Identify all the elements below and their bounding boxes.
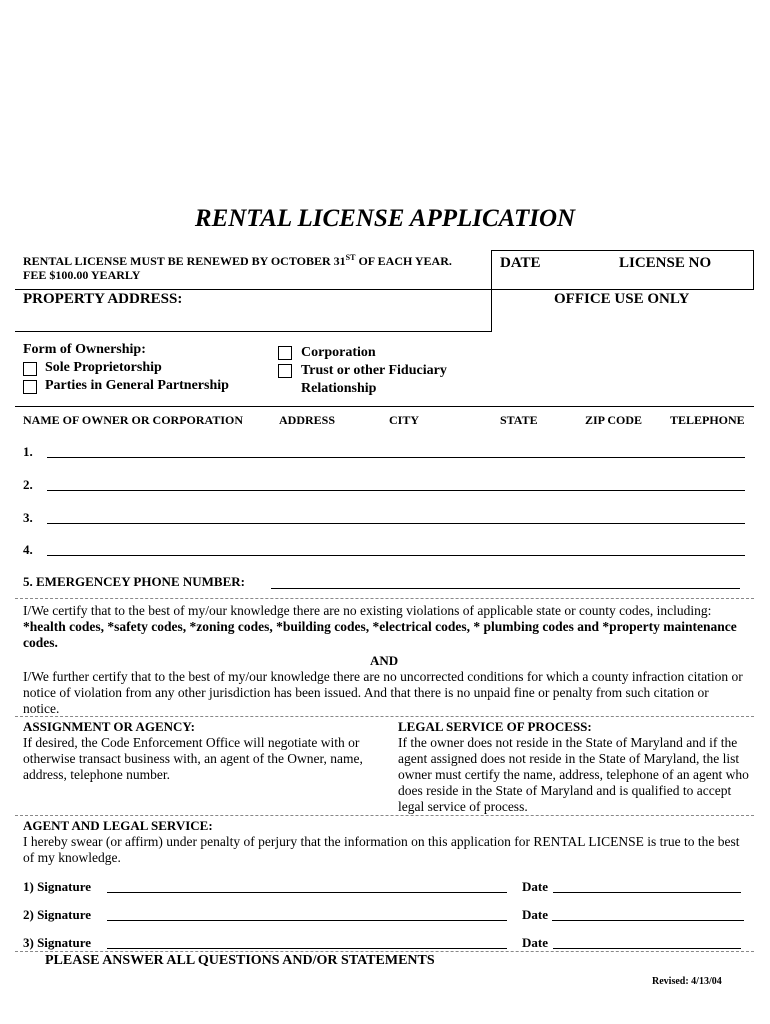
legal-heading: LEGAL SERVICE OF PROCESS: bbox=[398, 719, 592, 734]
general-partnership-checkbox[interactable] bbox=[23, 380, 37, 394]
signature-1-date-label: Date bbox=[522, 879, 548, 894]
signature-2-date-line[interactable] bbox=[552, 920, 744, 921]
signature-2-line[interactable] bbox=[107, 920, 507, 921]
row-3-number: 3. bbox=[23, 510, 33, 525]
trust-checkbox[interactable] bbox=[278, 364, 292, 378]
assignment-text: If desired, the Code Enforcement Office will negotiate with or otherwise transact business with, an agent of the Owner, name, address, telephone number. bbox=[23, 735, 363, 782]
sole-proprietorship-checkbox[interactable] bbox=[23, 362, 37, 376]
col-address: ADDRESS bbox=[279, 413, 336, 427]
signature-1-date-line[interactable] bbox=[553, 892, 741, 893]
page-title: RENTAL LICENSE APPLICATION bbox=[194, 205, 576, 232]
certify-top-rule bbox=[15, 598, 754, 599]
property-top-rule bbox=[15, 289, 754, 290]
fee-text: FEE $100.00 YEARLY bbox=[23, 268, 141, 282]
row-1-line[interactable] bbox=[47, 457, 745, 458]
relationship-label: Relationship bbox=[301, 381, 377, 396]
col-telephone: TELEPHONE bbox=[670, 413, 745, 427]
signature-2-date-label: Date bbox=[522, 907, 548, 922]
renewal-sup: ST bbox=[345, 253, 356, 262]
emergency-phone-line[interactable] bbox=[271, 588, 740, 589]
property-address-label: PROPERTY ADDRESS: bbox=[23, 291, 183, 307]
ownership-label: Form of Ownership: bbox=[23, 342, 146, 357]
ownership-bottom-rule bbox=[15, 406, 754, 407]
assignment-top-rule bbox=[15, 716, 754, 717]
agent-heading: AGENT AND LEGAL SERVICE: bbox=[23, 818, 213, 833]
renewal-post: OF EACH YEAR. bbox=[355, 254, 452, 268]
agent-top-rule bbox=[15, 815, 754, 816]
corporation-checkbox[interactable] bbox=[278, 346, 292, 360]
certify-codes: *health codes, *safety codes, *zoning codes, *building codes, *electrical codes, * plumbing codes and *property maintenance codes. bbox=[23, 619, 737, 650]
sole-proprietorship-label: Sole Proprietorship bbox=[45, 360, 162, 375]
assignment-heading: ASSIGNMENT OR AGENCY: bbox=[23, 719, 195, 734]
col-state: STATE bbox=[500, 413, 538, 427]
certify-paragraph-2: I/We further certify that to the best of my/our knowledge there are no uncorrected conditions for which a county infraction citation or notice of violation from any other jurisdiction has been issued. And that there is no unpaid fine or penalty from such citation or notice. bbox=[23, 669, 743, 716]
header-top-rule bbox=[491, 250, 754, 251]
property-bottom-rule bbox=[15, 331, 492, 332]
header-divider bbox=[491, 250, 492, 331]
and-text: AND bbox=[370, 653, 399, 668]
legal-text: If the owner does not reside in the State of Maryland and if the agent assigned does not reside in the State of Maryland, the list owner must certify the name, address, telephone of an agent who does reside in the State of Maryland and is qualified to accept legal service of process. bbox=[398, 735, 749, 814]
emergency-phone-label: 5. EMERGENCEY PHONE NUMBER: bbox=[23, 574, 245, 589]
renewal-text: RENTAL LICENSE MUST BE RENEWED BY OCTOBER 31 bbox=[23, 254, 346, 268]
license-no-label: LICENSE NO bbox=[619, 255, 712, 271]
certify-paragraph-1 bbox=[23, 603, 748, 651]
row-1-number: 1. bbox=[23, 444, 33, 459]
revised-date: Revised: 4/13/04 bbox=[652, 976, 722, 987]
date-label: DATE bbox=[500, 255, 541, 271]
row-3-line[interactable] bbox=[47, 523, 745, 524]
office-use-label: OFFICE USE ONLY bbox=[554, 291, 690, 307]
renewal-notice bbox=[23, 253, 452, 269]
footer-top-rule bbox=[15, 951, 754, 952]
row-2-line[interactable] bbox=[47, 490, 745, 491]
header-right-edge bbox=[753, 250, 754, 290]
signature-2-label: 2) Signature bbox=[23, 907, 92, 922]
certify-text-1: I/We certify that to the best of my/our knowledge there are no existing violations of applicable state or county codes, including: bbox=[23, 603, 712, 618]
row-4-line[interactable] bbox=[47, 555, 745, 556]
row-2-number: 2. bbox=[23, 477, 33, 492]
signature-3-date-line[interactable] bbox=[553, 948, 741, 949]
col-owner: NAME OF OWNER OR CORPORATION bbox=[23, 413, 243, 427]
general-partnership-label: Parties in General Partnership bbox=[45, 378, 229, 393]
signature-3-label: 3) Signature bbox=[23, 935, 92, 950]
col-city: CITY bbox=[389, 413, 420, 427]
col-zip: ZIP CODE bbox=[585, 413, 643, 427]
signature-3-line[interactable] bbox=[107, 948, 507, 949]
signature-3-date-label: Date bbox=[522, 935, 548, 950]
agent-text: I hereby swear (or affirm) under penalty of perjury that the information on this application for RENTAL LICENSE is true to the best of my knowledge. bbox=[23, 834, 740, 865]
signature-1-label: 1) Signature bbox=[23, 879, 92, 894]
row-4-number: 4. bbox=[23, 542, 33, 557]
corporation-label: Corporation bbox=[301, 345, 376, 360]
footer-instruction: PLEASE ANSWER ALL QUESTIONS AND/OR STATEMENTS bbox=[45, 953, 435, 968]
trust-label: Trust or other Fiduciary bbox=[301, 363, 447, 378]
signature-1-line[interactable] bbox=[107, 892, 507, 893]
